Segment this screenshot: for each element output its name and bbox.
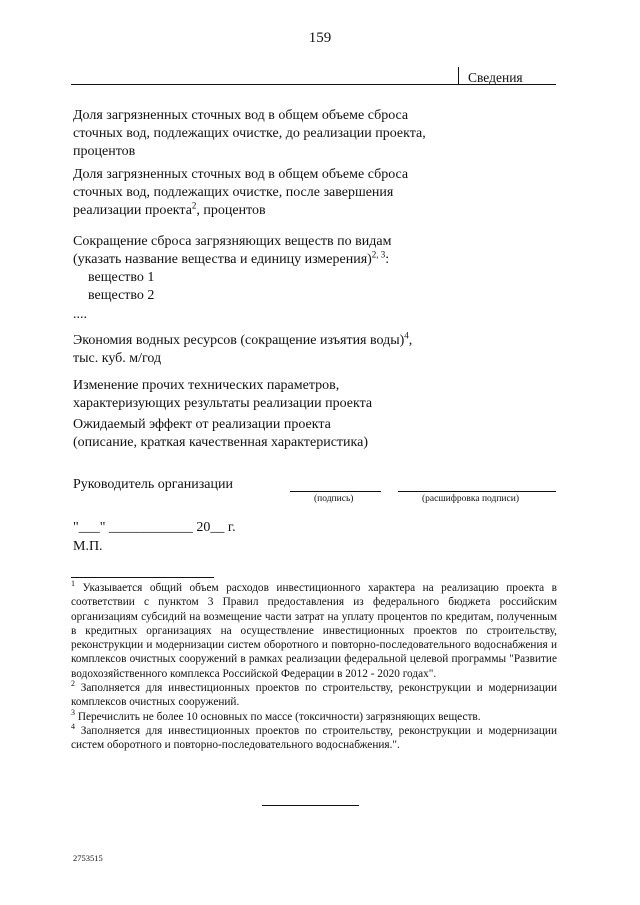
item-discharge-reduction xyxy=(73,233,493,305)
signature-decode-line xyxy=(398,491,556,492)
item2-line2: сточных вод, подлежащих очистке, после завершения xyxy=(73,185,394,200)
item4-line2: тыс. куб. м/год xyxy=(73,351,162,366)
footnote-3: $^3$ Перечислить не более 10 основных по массе (токсичности) загрязняющих веществ. xyxy=(71,707,481,723)
item3-line1: Сокращение сброса загрязняющих веществ по видам xyxy=(73,234,392,249)
item1-line2: сточных вод, подлежащих очистке, до реализации проекта, xyxy=(73,126,426,141)
footnote-separator xyxy=(71,577,214,578)
item-water-savings xyxy=(73,332,493,368)
header-label: Сведения xyxy=(468,70,523,85)
footnote-4: $^4$ Заполняется для инвестиционных проектов по строительству, реконструкции и модернизации систем оборотного и повторно-последовательного водоснабжения.". xyxy=(71,722,557,752)
item-technical-params xyxy=(73,377,493,413)
item3-line2: (указать название вещества и единицу измерения) xyxy=(73,252,372,267)
signature-line xyxy=(290,491,381,492)
item6-line2: (описание, краткая качественная характеристика) xyxy=(73,435,368,450)
item4-line1: Экономия водных ресурсов (сокращение изъятия воды) xyxy=(73,333,405,348)
footnote-ref: 2 xyxy=(191,200,197,211)
footnotes xyxy=(71,581,557,753)
substance-2: вещество 2 xyxy=(88,288,155,303)
footnote-1: $^1$ Указывается общий объем расходов инвестиционного характера на реализацию проекта в соответствии с пунктом 3 Правил предоставления из федерального бюджета российским организациям субсидий на возмещение части затрат на уплату процентов по кредитам, полученным в кредитных организациях на осуществление инвестиционных проектов по строительству, реконструкции и модернизации систем оборотного и повторно-последовательного водоснабжения и комплексов очистных сооружений в рамках реализации федеральной целевой программы "Развитие водохозяйственного комплекса Российской Федерации в 2012 - 2020 годах". xyxy=(71,579,557,680)
end-rule xyxy=(262,805,359,806)
signature-decode-caption: (расшифровка подписи) xyxy=(422,494,519,504)
date-line: "___" ____________ 20__ г. xyxy=(73,520,236,535)
substance-1: вещество 1 xyxy=(88,270,155,285)
footnote-ref: 4 xyxy=(404,330,409,341)
page-number: 159 xyxy=(308,30,332,46)
item2-line3: реализации проекта xyxy=(73,203,192,218)
item3-line2-end: : xyxy=(385,252,390,267)
stamp-place: М.П. xyxy=(73,539,103,554)
signature-label: Руководитель организации xyxy=(73,477,233,492)
item2-line3-end: , процентов xyxy=(196,203,266,218)
item5-line1: Изменение прочих технических параметров, xyxy=(73,378,340,393)
document-code: 2753515 xyxy=(73,853,103,863)
item2-line1: Доля загрязненных сточных вод в общем объеме сброса xyxy=(73,167,409,182)
footnote-ref: 2, 3 xyxy=(371,249,386,260)
item-expected-effect xyxy=(73,416,493,452)
item-pollution-share-before xyxy=(73,107,493,161)
item1-line1: Доля загрязненных сточных вод в общем объеме сброса xyxy=(73,108,409,123)
signature-caption: (подпись) xyxy=(314,494,354,504)
item4-line1-end: , xyxy=(408,333,413,348)
footnote-2: $^2$ Заполняется для инвестиционных проектов по строительству, реконструкции и модернизации комплексов очистных сооружений. xyxy=(71,679,557,709)
item6-line1: Ожидаемый эффект от реализации проекта xyxy=(73,417,331,432)
item-pollution-share-after xyxy=(73,166,493,220)
item5-line2: характеризующих результаты реализации проекта xyxy=(73,396,373,411)
item1-line3: процентов xyxy=(73,144,136,159)
ellipsis: .... xyxy=(73,307,87,322)
